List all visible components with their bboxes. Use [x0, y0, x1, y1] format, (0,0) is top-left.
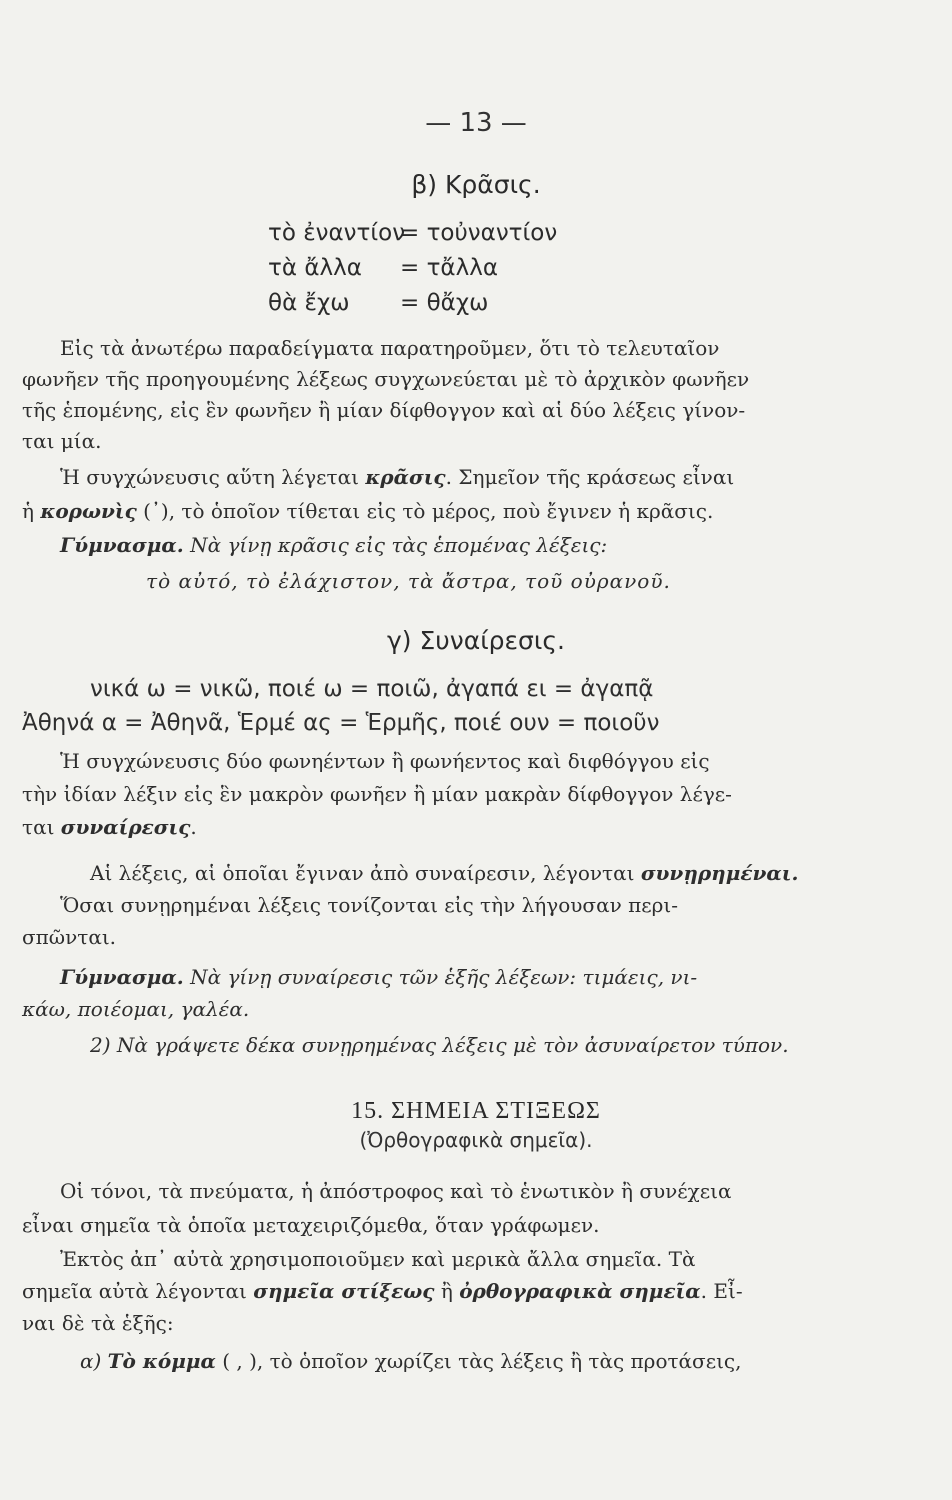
section15-para1-line1: Οἱ τόνοι, τὰ πνεύματα, ἡ ἀπόστροφος καὶ τὸ ἑνωτικὸν ἢ συνέχεια — [60, 1179, 732, 1203]
text-run: (᾽), τὸ ὁποῖον τίθεται εἰς τὸ μέρος, ποὺ ἔγινεν ἡ κρᾶσις. — [136, 499, 714, 523]
text-run: Ἡ συγχώνευσις αὕτη λέγεται — [60, 465, 366, 489]
synairesis-para1-line1: Ἡ συγχώνευσις δύο φωνηέντων ἢ φωνήεντος καὶ διφθόγγου εἰς — [60, 749, 710, 773]
text-run: ται — [22, 815, 61, 839]
term-orthografika-simeia: ὀρθογραφικὰ σημεῖα — [459, 1279, 701, 1303]
term-simeia-stixeos: σημεῖα στίξεως — [253, 1279, 435, 1303]
krasis-para1-line3: τῆς ἑπομένης, εἰς ἓν φωνῆεν ἢ μίαν δίφθογγον καὶ αἱ δύο λέξεις γίνον- — [22, 398, 746, 422]
item-prefix: α) — [80, 1349, 108, 1373]
synairesis-examples-line1: νικά ω = νικῶ, ποιέ ω = ποιῶ, ἀγαπά ει = ἀγαπᾷ — [90, 676, 654, 702]
krasis-exercise — [60, 530, 607, 560]
synairesis-para1-line2: τὴν ἰδίαν λέξιν εἰς ἓν μακρὸν φωνῆεν ἢ μίαν μακρὰν δίφθογγον λέγε- — [22, 782, 732, 806]
term-synirimenai: συνῃρημέναι. — [640, 861, 799, 885]
synairesis-exercise2: 2) Νὰ γράψετε δέκα συνῃρημένας λέξεις μὲ τὸν ἀσυναίρετον τύπον. — [90, 1033, 789, 1057]
synairesis-examples-line2: Ἀθηνά α = Ἀθηνᾶ, Ἑρμέ ας = Ἑρμῆς, ποιέ ουν = ποιοῦν — [22, 710, 660, 736]
exercise-label: Γύμνασμα. — [60, 533, 184, 557]
text-run: ἢ — [434, 1279, 460, 1303]
text-run: . Εἶ- — [700, 1279, 743, 1303]
krasis-example-right-1: = τοὐναντίον — [400, 220, 558, 246]
term-krasis: κρᾶσις — [365, 465, 446, 489]
krasis-example-left-1: τὸ ἐναντίον — [268, 220, 406, 246]
text-run: σημεῖα αὐτὰ λέγονται — [22, 1279, 254, 1303]
synairesis-para1-line3 — [22, 812, 197, 842]
krasis-example-left-2: τὰ ἄλλα — [268, 255, 362, 281]
krasis-para1-line1: Εἰς τὰ ἀνωτέρω παραδείγματα παρατηροῦμεν, ὅτι τὸ τελευταῖον — [60, 336, 720, 360]
exercise-text: Νὰ γίνῃ συναίρεσις τῶν ἑξῆς λέξεων: τιμάεις, νι- — [183, 965, 698, 989]
term-synairesis: συναίρεσις — [60, 815, 191, 839]
krasis-para1-line4: ται μία. — [22, 429, 102, 453]
section-15-title: 15. ΣΗΜΕΙΑ ΣΤΙΞΕΩΣ — [351, 1098, 601, 1124]
text-run: Αἱ λέξεις, αἱ ὁποῖαι ἔγιναν ἀπὸ συναίρεσιν, λέγονται — [90, 861, 641, 885]
text-run: ( , ), τὸ ὁποῖον χωρίζει τὰς λέξεις ἢ τὰς προτάσεις, — [215, 1349, 742, 1373]
krasis-example-right-3: = θἄχω — [400, 290, 489, 316]
krasis-para2-line2 — [22, 496, 713, 526]
krasis-example-left-3: θὰ ἔχω — [268, 290, 350, 316]
synairesis-para3-line2: σπῶνται. — [22, 925, 117, 949]
synairesis-para3-line1: Ὅσαι συνῃρημέναι λέξεις τονίζονται εἰς τὴν λήγουσαν περι- — [60, 893, 678, 917]
krasis-exercise-words: τὸ αὐτό, τὸ ἐλάχιστον, τὰ ἄστρα, τοῦ οὐρανοῦ. — [146, 569, 671, 593]
section15-para2-line2 — [22, 1276, 743, 1306]
krasis-para1-line2: φωνῆεν τῆς προηγουμένης λέξεως συγχωνεύεται μὲ τὸ ἀρχικὸν φωνῆεν — [22, 367, 750, 391]
exercise-text: Νὰ γίνῃ κρᾶσις εἰς τὰς ἑπομένας λέξεις: — [183, 533, 608, 557]
page-number: — 13 — — [425, 108, 527, 138]
heading-synairesis: γ) Συναίρεσις. — [387, 626, 565, 655]
text-run: . Σημεῖον τῆς κράσεως εἶναι — [445, 465, 735, 489]
term-komma: Τὸ κόμμα — [107, 1349, 216, 1373]
term-koronis: κορωνὶς — [40, 499, 137, 523]
text-run: . — [190, 815, 197, 839]
section15-para1-line2: εἶναι σημεῖα τὰ ὁποῖα μεταχειριζόμεθα, ὅταν γράφωμεν. — [22, 1213, 600, 1237]
synairesis-para2 — [90, 858, 798, 888]
heading-krasis: β) Κρᾶσις. — [411, 170, 541, 199]
section15-item-a — [80, 1346, 741, 1376]
synairesis-exercise-line2: κάω, ποιέομαι, γαλέα. — [22, 997, 250, 1021]
krasis-example-right-2: = τἄλλα — [400, 255, 498, 281]
text-run: ἡ — [22, 499, 41, 523]
krasis-para2-line1 — [60, 462, 734, 492]
section-15-subtitle: (Ὀρθογραφικὰ σημεῖα). — [359, 1128, 593, 1152]
synairesis-exercise-line1 — [60, 962, 697, 992]
section15-para2-line3: ναι δὲ τὰ ἑξῆς: — [22, 1311, 174, 1335]
section15-para2-line1: Ἐκτὸς ἀπ᾽ αὐτὰ χρησιμοποιοῦμεν καὶ μερικὰ ἄλλα σημεῖα. Τὰ — [60, 1247, 696, 1271]
exercise-label: Γύμνασμα. — [60, 965, 184, 989]
